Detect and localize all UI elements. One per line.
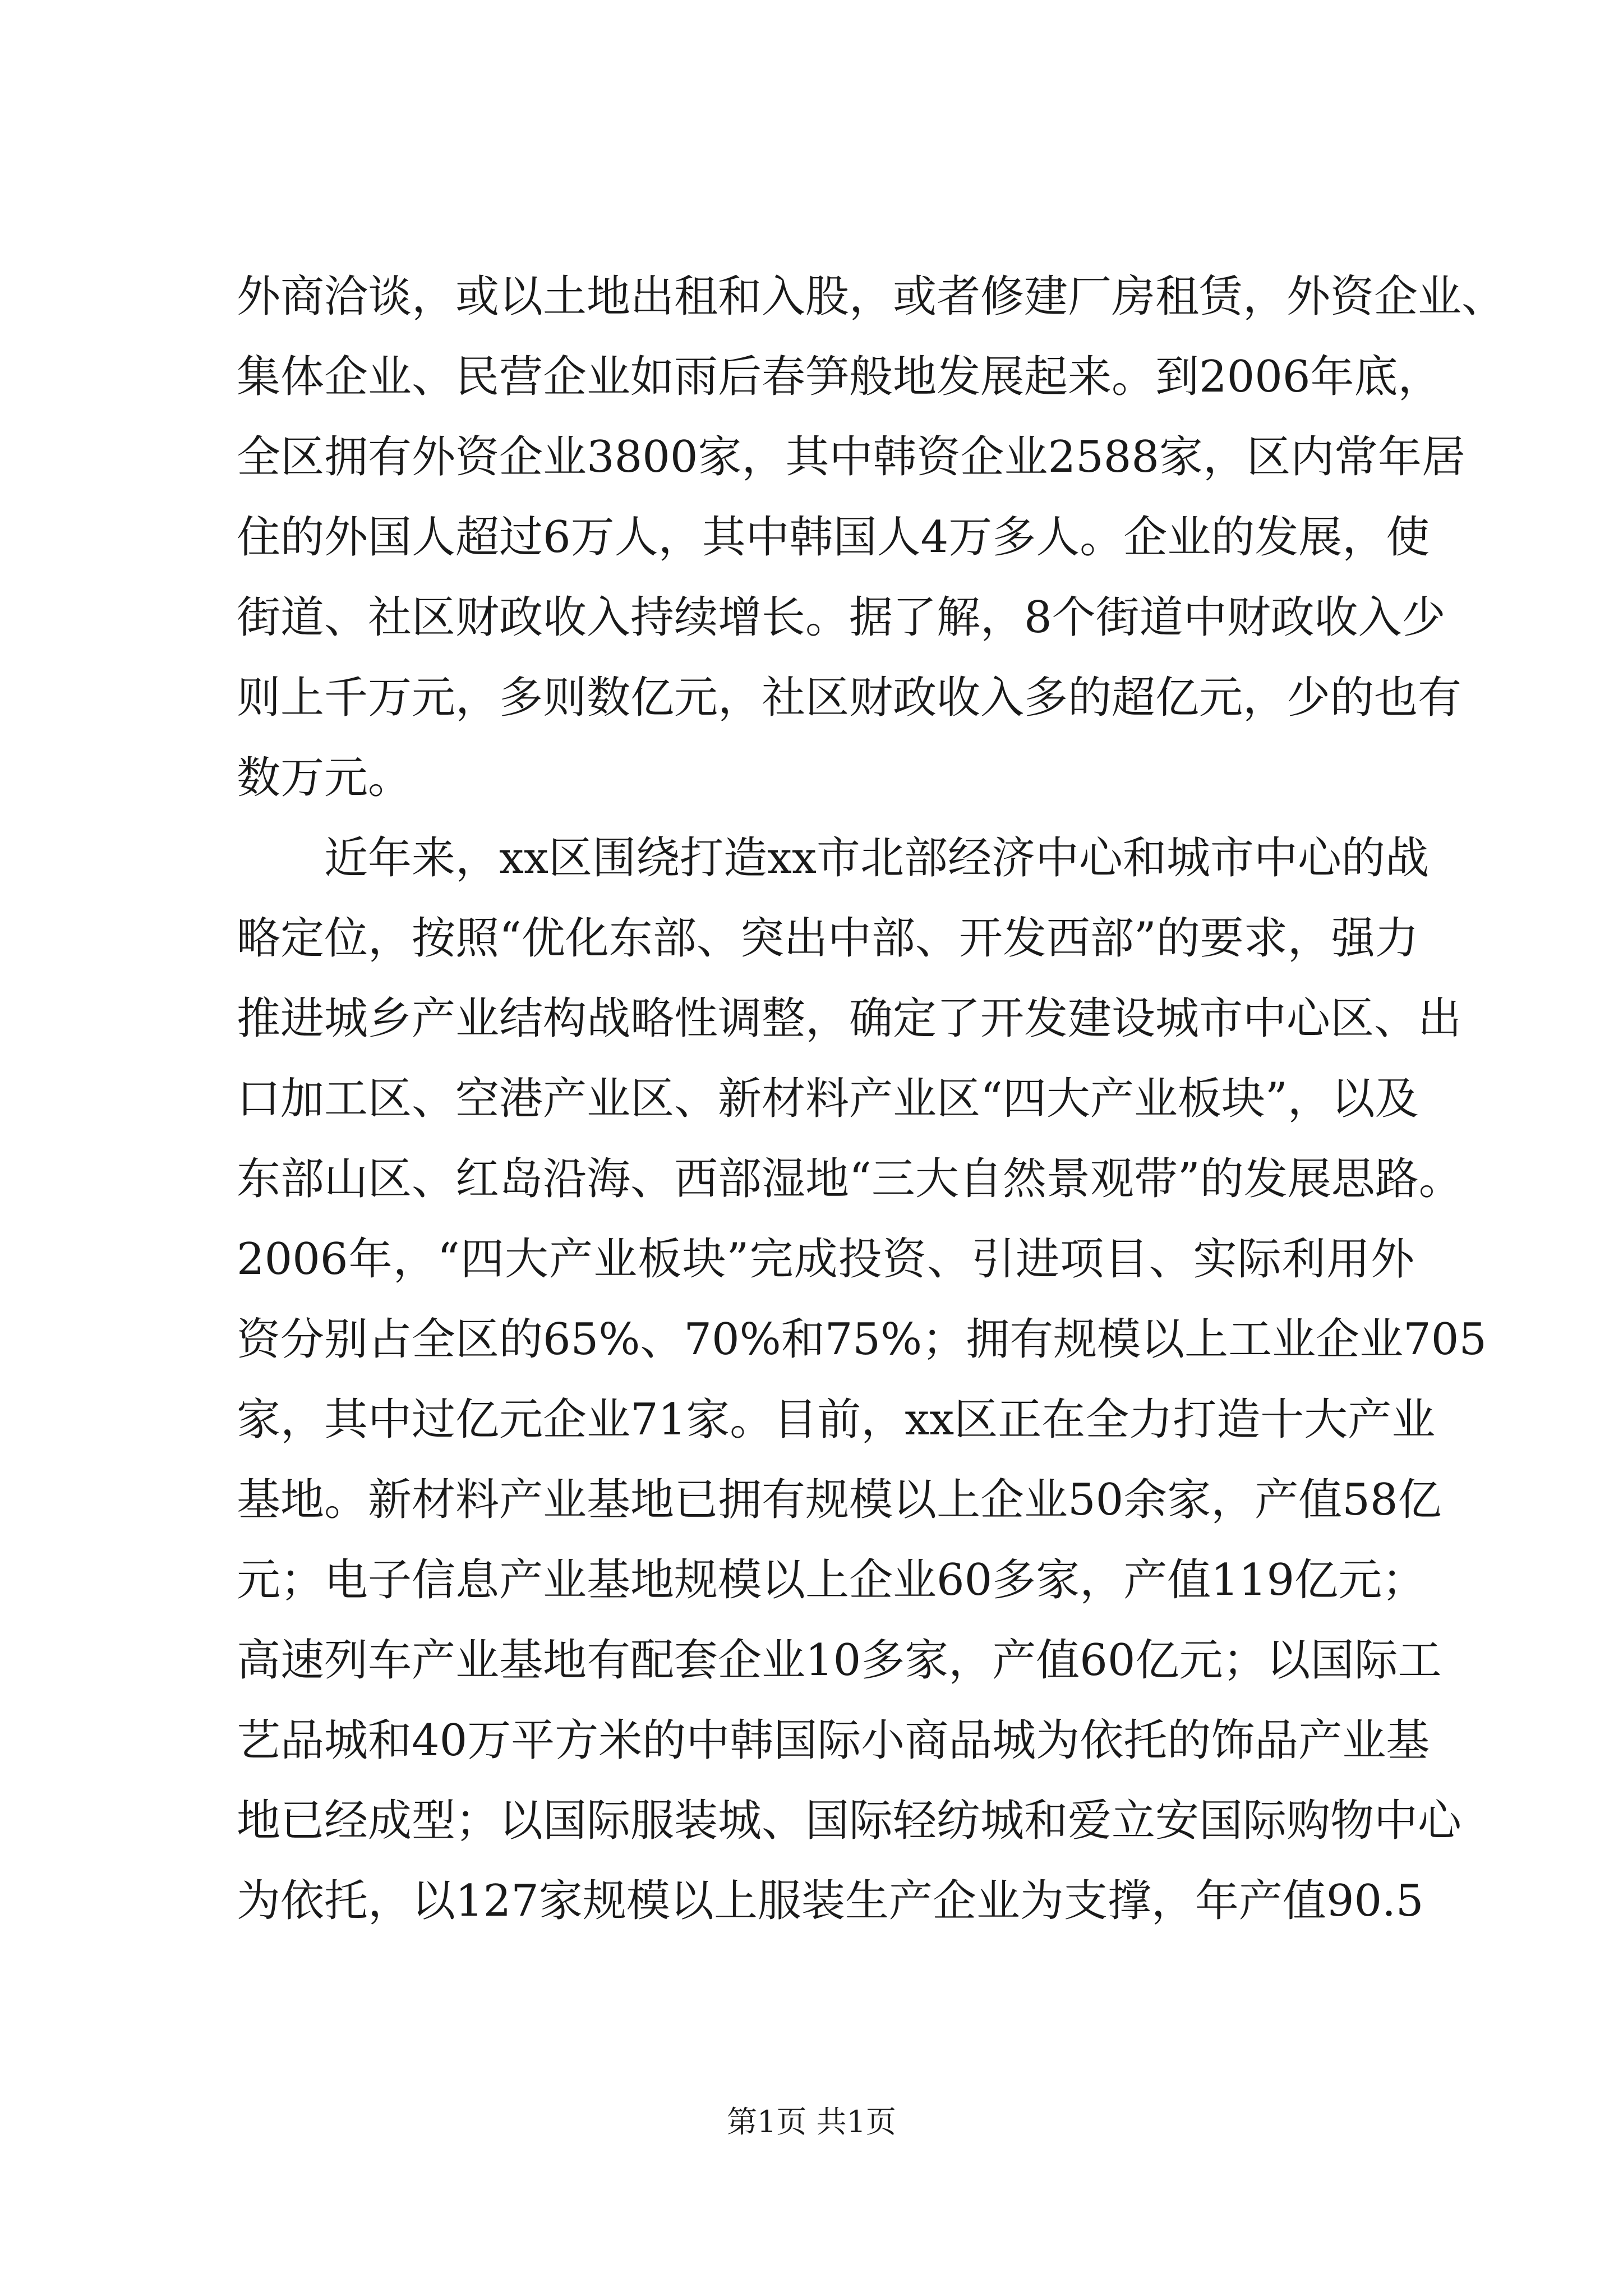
body-text xyxy=(237,257,1506,1941)
text-line: 地已经成型；以国际服装城、国际轻纺城和爱立安国际购物中心 xyxy=(237,1796,1462,1846)
text-line: 集体企业、民营企业如雨后春笋般地发展起来。到2006年底， xyxy=(237,352,1442,402)
text-line: 基地。新材料产业基地已拥有规模以上企业50余家，产值58亿 xyxy=(237,1475,1442,1525)
text-line: 略定位，按照“优化东部、突出中部、开发西部”的要求，强力 xyxy=(237,913,1419,964)
text-line: 2006年，“四大产业板块”完成投资、引进项目、实际利用外 xyxy=(237,1234,1414,1285)
text-line: 东部山区、红岛沿海、西部湿地“三大自然景观带”的发展思路。 xyxy=(237,1154,1463,1204)
text-line: 则上千万元，多则数亿元，社区财政收入多的超亿元，少的也有 xyxy=(237,673,1462,723)
paragraph-first-line: 近年来，xx区围绕打造xx市北部经济中心和城市中心的战 xyxy=(324,833,1429,884)
text-line: 推进城乡产业结构战略性调整，确定了开发建设城市中心区、出 xyxy=(237,993,1462,1044)
text-line: 数万元。 xyxy=(237,753,412,803)
text-line: 元；电子信息产业基地规模以上企业60多家，产值119亿元； xyxy=(237,1555,1426,1605)
text-line: 口加工区、空港产业区、新材料产业区“四大产业板块”，以及 xyxy=(237,1074,1419,1124)
text-line: 艺品城和40万平方米的中韩国际小商品城为依托的饰品产业基 xyxy=(237,1715,1430,1766)
text-line: 全区拥有外资企业3800家，其中韩资企业2588家，区内常年居 xyxy=(237,432,1466,482)
text-line: 为依托，以127家规模以上服装生产企业为支撑，年产值90.5 xyxy=(237,1876,1424,1926)
text-line: 住的外国人超过6万人，其中韩国人4万多人。企业的发展，使 xyxy=(237,512,1430,563)
text-line: 资分别占全区的65%、70%和75%；拥有规模以上工业企业705 xyxy=(237,1314,1487,1365)
text-line: 街道、社区财政收入持续增长。据了解，8个街道中财政收入少 xyxy=(237,592,1446,643)
page-number-footer: 第1页 共1页 xyxy=(727,2104,896,2139)
text-line: 家，其中过亿元企业71家。目前，xx区正在全力打造十大产业 xyxy=(237,1395,1436,1445)
text-line: 高速列车产业基地有配套企业10多家，产值60亿元；以国际工 xyxy=(237,1635,1442,1686)
text-line: 外商洽谈，或以土地出租和入股，或者修建厂房租赁，外资企业、 xyxy=(237,272,1506,322)
